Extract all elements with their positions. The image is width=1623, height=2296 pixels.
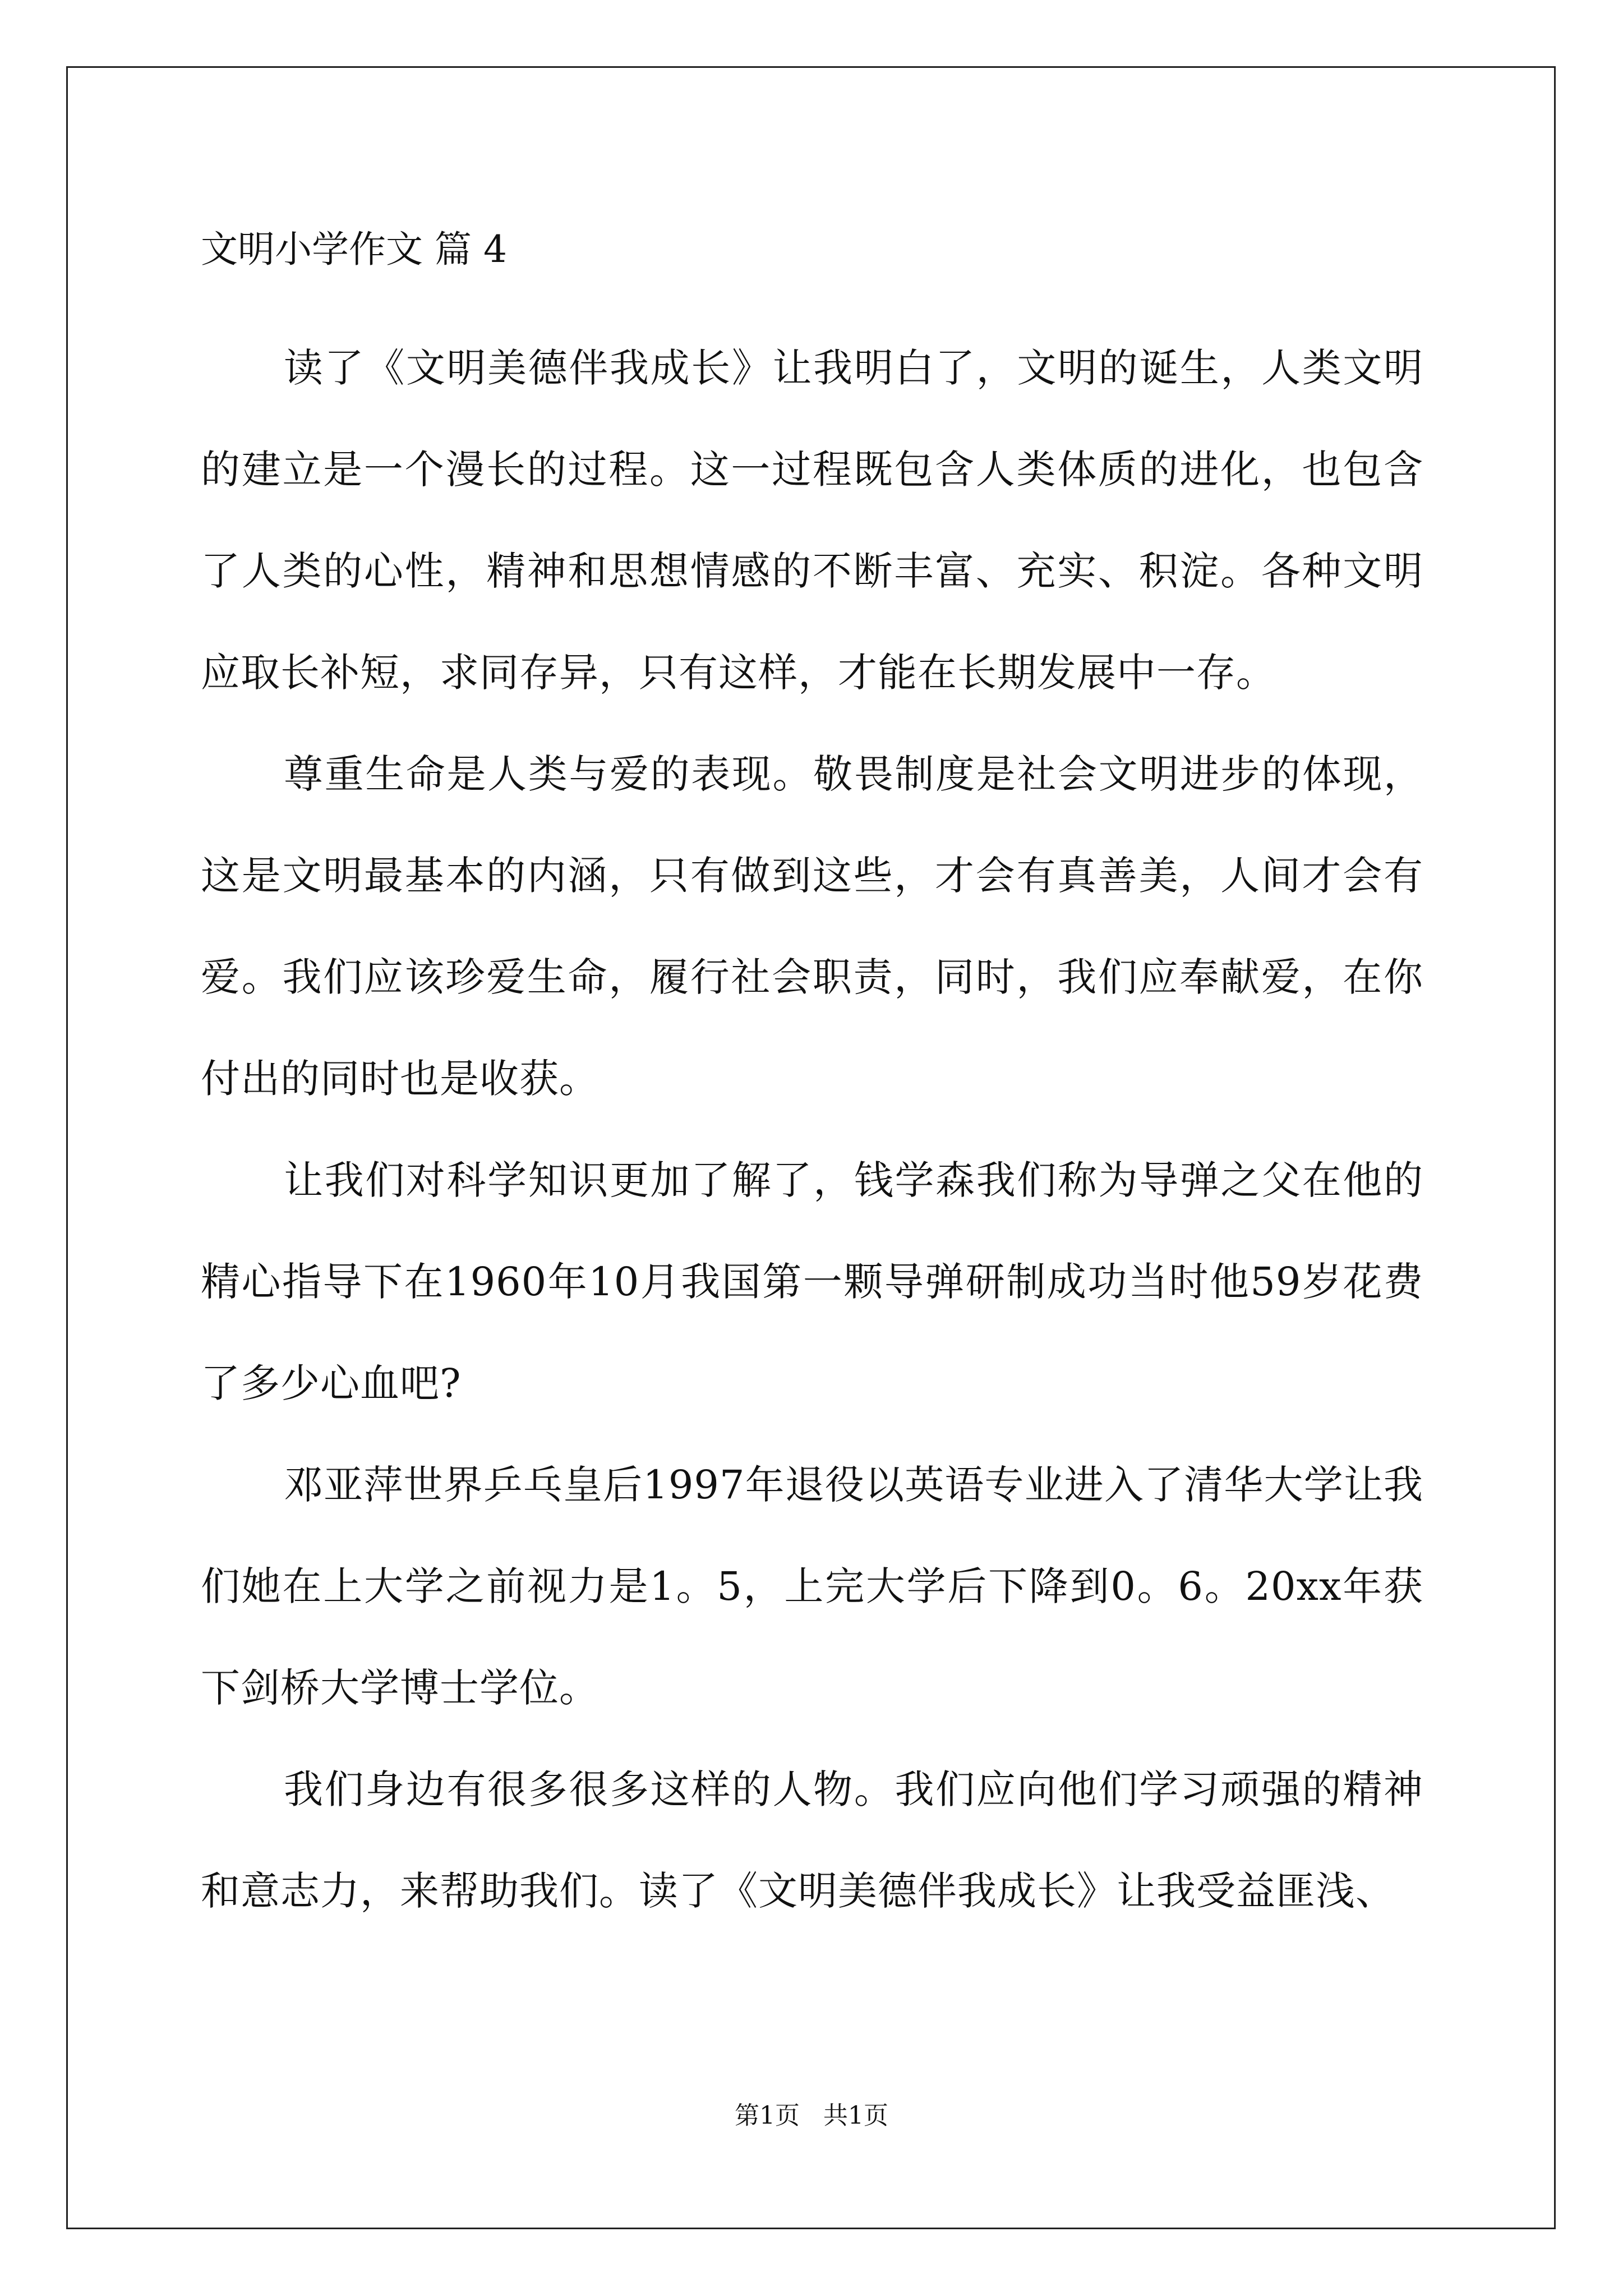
paragraph-4: 邓亚萍世界乒乓皇后1997年退役以英语专业进入了清华大学让我们她在上大学之前视力是1。5，上完大学后下降到0。6。20xx年获下剑桥大学博士学位。 (201, 1462, 1423, 1711)
paragraph-3: 让我们对科学知识更加了解了，钱学森我们称为导弹之父在他的精心指导下在1960年10月我国第一颗导弹研制成功当时他59岁花费了多少心血吧? (201, 1157, 1423, 1406)
paragraph-5: 我们身边有很多很多这样的人物。我们应向他们学习顽强的精神和意志力，来帮助我们。读了《文明美德伴我成长》让我受益匪浅、 (201, 1766, 1423, 1914)
paragraph-1: 读了《文明美德伴我成长》让我明白了，文明的诞生，人类文明的建立是一个漫长的过程。这一过程既包含人类体质的进化，也包含了人类的心性，精神和思想情感的不断丰富、充实、积淀。各种文明应取长补短，求同存异，只有这样，才能在长期发展中一存。 (201, 345, 1423, 696)
document-title: 文明小学作文 篇 4 (201, 228, 507, 271)
page-footer: 第1页 共1页 (735, 2101, 888, 2130)
document-body (201, 216, 1423, 1942)
paragraph-2: 尊重生命是人类与爱的表现。敬畏制度是社会文明进步的体现，这是文明最基本的内涵，只有做到这些，才会有真善美，人间才会有爱。我们应该珍爱生命，履行社会职责，同时，我们应奉献爱，在你付出的同时也是收获。 (201, 751, 1423, 1102)
